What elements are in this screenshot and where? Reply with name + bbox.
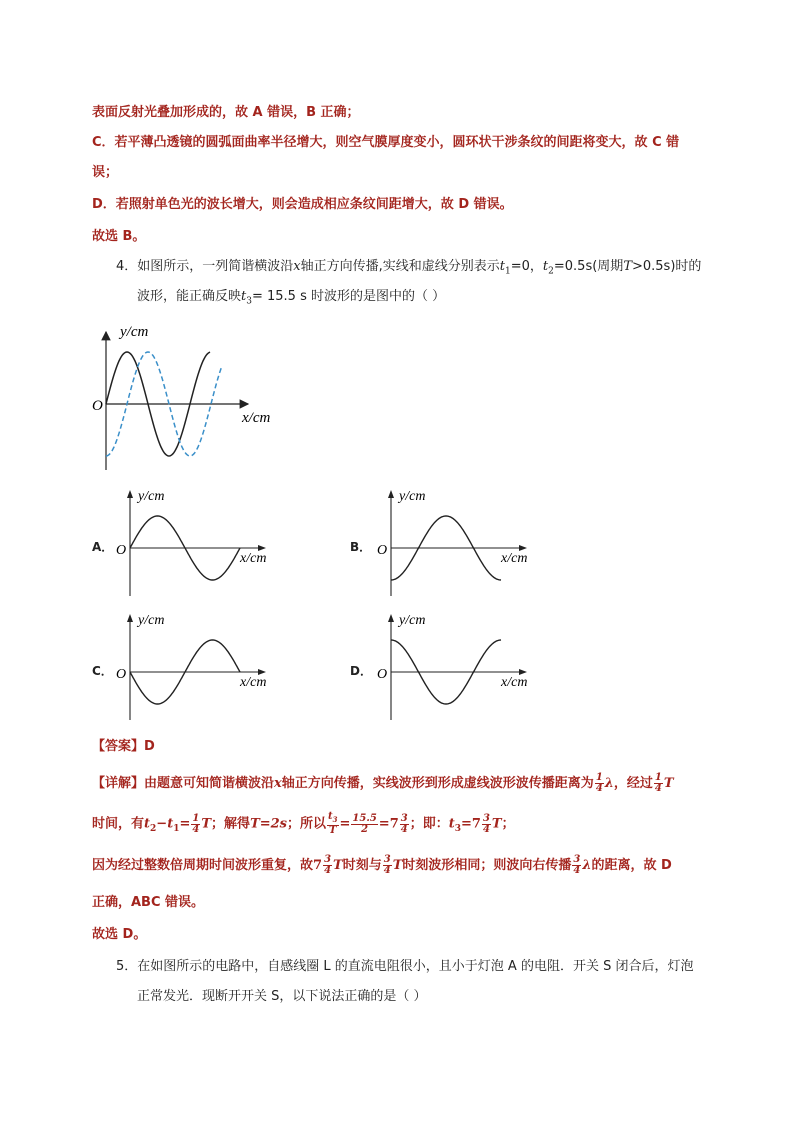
q4-line2-b: = 15.5 s 时波形的是图中的（ ）	[251, 289, 446, 304]
q4-t1-sub: 1	[505, 266, 511, 277]
option-c-graph[interactable]	[112, 612, 272, 724]
q4-text-d: =0.5s(周期	[553, 259, 624, 274]
option-c-label[interactable]: C．	[92, 664, 113, 678]
frac-4: 4	[573, 865, 581, 876]
q4-text-a: 如图所示，一列简谐横波沿	[137, 259, 294, 274]
option-x-label: x/cm	[501, 551, 528, 566]
origin-label: O	[92, 398, 103, 414]
frac-num: 1	[654, 772, 662, 783]
frac-155: 15.5	[352, 812, 377, 824]
detail-l2b: ；解得	[211, 816, 251, 832]
option-x-label: x/cm	[501, 675, 528, 690]
option-y-label: y/cm	[138, 489, 165, 504]
detail-line-3	[92, 854, 672, 878]
option-y-label: y/cm	[138, 613, 165, 628]
question-4-line-1	[116, 258, 701, 281]
detail-line-1	[92, 772, 674, 796]
frac-den: 4	[654, 783, 662, 794]
main-wave-figure	[88, 318, 288, 478]
option-y-arrow	[127, 614, 133, 622]
detail-l2c: ；所以	[287, 816, 327, 832]
t3-sub: 3	[454, 824, 461, 835]
choose-d: 故选 D。	[92, 927, 147, 942]
option-x-label: x/cm	[240, 551, 267, 566]
q4-text-e: >0.5s)时的	[631, 259, 702, 274]
x-axis-label: x/cm	[242, 410, 271, 426]
frac-t3: t	[328, 811, 333, 822]
frac-den: 4	[595, 783, 603, 794]
detail-x: x	[274, 776, 282, 791]
equals: =	[179, 816, 191, 832]
frac-T: T	[329, 825, 337, 836]
option-d-label[interactable]: D．	[350, 664, 372, 678]
question-number: 4．	[116, 259, 138, 274]
q4-t2-sub: 2	[548, 266, 554, 277]
fraction-three-quarters	[482, 814, 491, 835]
detail-l2a: 时间，有	[92, 816, 145, 832]
detail-tag: 【详解】	[92, 776, 145, 791]
question-number: 5．	[116, 959, 138, 974]
frac-den: 4	[192, 823, 200, 835]
y-axis-label: y/cm	[120, 324, 149, 340]
choose-b: 故选 B。	[92, 229, 146, 244]
period-T: T	[491, 816, 502, 832]
q4-t2: t	[542, 259, 549, 274]
q5-line-1-text: 在如图所示的电路中，自感线圈 L 的直流电阻很小，且小于灯泡 A 的电阻．开关 S 闭合后，灯泡	[137, 959, 694, 974]
frac-3: 3	[482, 812, 490, 824]
detail-l1b: 轴正方向传播，实线波形到形成虚线波形波传播距离为	[281, 776, 594, 791]
question-5-line-2: 正常发光．现断开开关 S，以下说法正确的是（ ）	[137, 989, 427, 1004]
option-y-arrow	[388, 490, 394, 498]
option-y-label: y/cm	[399, 613, 426, 628]
fraction-three-quarters	[572, 855, 581, 876]
frac-num: 1	[595, 772, 603, 783]
option-y-arrow	[127, 490, 133, 498]
detail-l1a: 由题意可知简谐横波沿	[144, 776, 275, 791]
frac-3: 3	[324, 854, 332, 865]
option-b-label[interactable]: B．	[350, 540, 372, 554]
detail-line-4: 正确，ABC 错误。	[92, 895, 205, 910]
option-y-arrow	[388, 614, 394, 622]
frac-3: 3	[383, 854, 391, 865]
T-value: T=2s	[250, 816, 287, 832]
question-5-line-1	[116, 958, 693, 976]
option-origin-label: O	[116, 667, 127, 682]
t1-sub: 1	[173, 824, 180, 835]
answer-value: D	[144, 739, 155, 754]
option-origin-label: O	[116, 543, 127, 558]
period-T: T	[201, 816, 212, 832]
option-origin-label: O	[377, 543, 388, 558]
frac-num: 1	[192, 812, 200, 824]
frac-2: 2	[361, 823, 369, 835]
fraction-one-quarter	[595, 773, 604, 794]
q4-text-b: 轴正方向传播,实线和虚线分别表示	[300, 259, 500, 274]
detail-l2d: ；即：	[409, 816, 449, 832]
lambda: λ	[604, 776, 614, 791]
explanation-line-2: C．若平薄凸透镜的圆弧面曲率半径增大，则空气膜厚度变小，圆环状干涉条纹的间距将变大，故 C 错	[92, 135, 680, 150]
question-4-line-2	[137, 288, 445, 311]
option-d-graph[interactable]	[368, 612, 538, 724]
answer-tag: 【答案】	[92, 739, 145, 754]
fraction-three-quarters	[383, 855, 392, 876]
frac-3: 3	[400, 812, 408, 824]
explanation-line-2b: 误；	[92, 165, 119, 180]
option-y-label: y/cm	[399, 489, 426, 504]
frac-t3-sub: 3	[332, 815, 338, 824]
t3: t	[448, 816, 455, 832]
equals: =	[378, 816, 390, 832]
explanation-line-1: 表面反射光叠加形成的，故 A 错误，B 正确；	[92, 105, 360, 120]
q4-t3-sub: 3	[246, 296, 252, 307]
equals: =	[461, 816, 472, 832]
fraction-one-quarter	[191, 814, 200, 835]
explanation-line-3: D．若照射单色光的波长增大，则会造成相应条纹间距增大，故 D 错误。	[92, 197, 513, 212]
minus: −	[156, 816, 168, 832]
period-T: T	[392, 858, 403, 873]
q4-x: x	[293, 259, 301, 274]
t2-sub: 2	[150, 824, 157, 835]
option-b-graph[interactable]	[368, 488, 538, 600]
detail-l3d: 的距离，故 D	[591, 858, 672, 873]
lambda: λ	[582, 858, 592, 873]
period-T: T	[333, 858, 343, 873]
detail-line-2	[92, 812, 515, 841]
fraction-155-over-2	[351, 814, 377, 835]
frac-3: 3	[573, 854, 581, 865]
answer-line	[92, 738, 155, 756]
option-x-label: x/cm	[240, 675, 267, 690]
fraction-three-quarters	[400, 814, 409, 835]
q4-t3: t	[241, 289, 247, 304]
fraction-t3-over-T	[327, 812, 339, 836]
t1: t	[167, 816, 174, 832]
q4-T: T	[623, 259, 632, 274]
t2: t	[144, 816, 151, 832]
q4-t1: t	[499, 259, 506, 274]
seven: 7	[471, 816, 481, 832]
detail-l3a: 因为经过整数倍周期时间波形重复，故	[92, 858, 314, 873]
option-origin-label: O	[377, 667, 388, 682]
frac-4: 4	[482, 823, 490, 835]
seven: 7	[313, 858, 323, 873]
semicolon: ；	[501, 816, 515, 832]
detail-l1c: ，经过	[613, 776, 653, 791]
frac-4: 4	[383, 865, 391, 876]
frac-4: 4	[400, 823, 408, 835]
frac-4: 4	[324, 865, 332, 876]
detail-l3c: 时刻波形相同；则波向右传播	[402, 858, 572, 873]
fraction-three-quarters	[323, 855, 332, 876]
detail-l3b: 时刻与	[342, 858, 382, 873]
fraction-one-quarter	[654, 773, 663, 794]
seven: 7	[389, 816, 399, 832]
option-a-graph[interactable]	[112, 488, 272, 600]
equals: =	[339, 816, 351, 832]
q4-text-c: =0，	[510, 259, 543, 274]
q4-line2-a: 波形，能正确反映	[137, 289, 242, 304]
option-a-label[interactable]: A．	[92, 540, 114, 554]
period-T: T	[663, 776, 674, 791]
